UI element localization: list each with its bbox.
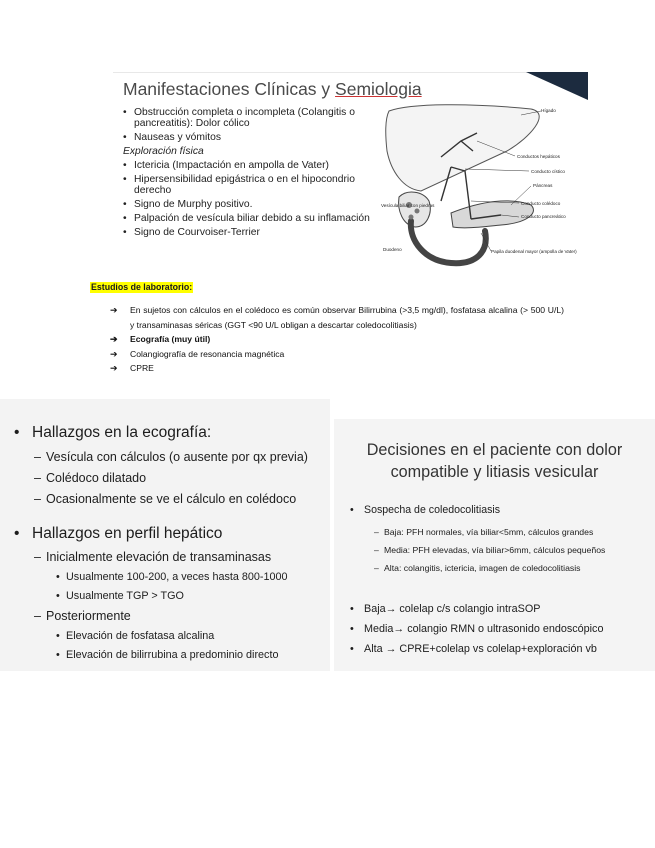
- list-item: • Ictericia (Impactación en ampolla de Vater): [123, 160, 383, 171]
- heading-ecografia: • Hallazgos en la ecografía:: [12, 423, 328, 443]
- liver-shape: [386, 105, 540, 191]
- slide1-title: Manifestaciones Clínicas y Semiologia: [123, 79, 422, 99]
- exam-subheading: Exploración física: [123, 146, 204, 157]
- list-item: • Hipersensibilidad epigástrica o en el hipocondrio derecho: [123, 174, 383, 196]
- list-item: ➔ Colangiografía de resonancia magnética: [108, 347, 564, 362]
- list-item: ➔ Ecografía (muy útil): [108, 332, 564, 347]
- label-vesicula: Vesícula biliar con piedras: [381, 203, 435, 208]
- arrow-icon: ➔: [110, 348, 118, 359]
- arrow-icon: ➔: [110, 305, 118, 315]
- list-item: • Obstrucción completa o incompleta (Colangitis o pancreatitis): Dolor cólico: [123, 107, 383, 129]
- list-item: – Media: PFH elevadas, vía biliar>6mm, cálculos pequeños: [348, 541, 653, 559]
- list-item: • Usualmente 100-200, a veces hasta 800-1000: [12, 568, 328, 587]
- list-item: ➔ En sujetos con cálculos en el colédoco es común observar Bilirrubina (>3,5 mg/dl), fosfatasa alcalina (> 500 U/L) y transaminasas séricas (GGT <90 U/L obligan a descartar coledocolitiasis): [110, 305, 564, 330]
- lab-studies-title: Estudios de laboratorio:: [91, 282, 193, 292]
- list-item: – Posteriormente: [12, 606, 328, 627]
- list-item: ➔ CPRE: [108, 361, 564, 376]
- list-item: – Inicialmente elevación de transaminasas: [12, 547, 328, 568]
- list-item: • Alta → CPRE+colelap vs colelap+exploración vb: [348, 639, 653, 659]
- label-higado: Hígado: [541, 108, 556, 113]
- lab-studies-list: [108, 303, 564, 376]
- list-item: • Elevación de bilirrubina a predominio directo: [12, 646, 328, 665]
- list-item: • Usualmente TGP > TGO: [12, 587, 328, 606]
- slide-corner-decoration: [526, 72, 588, 100]
- label-conducto-pancreatico: Conducto pancreático: [521, 214, 566, 219]
- arrow-icon: ➔: [110, 334, 118, 344]
- biliary-anatomy-figure: [381, 101, 581, 267]
- label-duodeno: Duodeno: [383, 247, 402, 252]
- list-item: • Signo de Courvoiser-Terrier: [123, 227, 383, 238]
- list-item: • Nauseas y vómitos: [123, 132, 383, 143]
- arrow-icon: ➔: [110, 363, 118, 373]
- label-papila: Papila duodenal mayor (ampolla de Vater): [491, 249, 577, 254]
- label-pancreas: Páncreas: [533, 183, 553, 188]
- list-item: – Ocasionalmente se ve el cálculo en colédoco: [12, 489, 328, 510]
- list-item: • Elevación de fosfatasa alcalina: [12, 627, 328, 646]
- slide1-list: [123, 107, 383, 241]
- list-item: • Signo de Murphy positivo.: [123, 199, 383, 210]
- list-item: • Media→ colangio RMN o ultrasonido endoscópico: [348, 619, 653, 639]
- list-item: – Baja: PFH normales, vía biliar<5mm, cálculos grandes: [348, 523, 653, 541]
- label-conducto-cistico: Conducto cístico: [531, 169, 565, 174]
- label-conductos-hepaticos: Conductos hepáticos: [517, 154, 560, 159]
- label-conducto-coledoco: Conducto colédoco: [521, 201, 561, 206]
- list-item: – Alta: colangitis, ictericia, imagen de coledocolitiasis: [348, 559, 653, 577]
- list-item: – Colédoco dilatado: [12, 468, 328, 489]
- slide-decisiones: [334, 419, 655, 671]
- slide-manifestaciones: [113, 72, 586, 269]
- list-item: – Vesícula con cálculos (o ausente por qx previa): [12, 447, 328, 468]
- slide3-title: Decisiones en el paciente con dolor compatible y litiasis vesicular: [366, 441, 623, 481]
- gallbladder-shape: [399, 192, 431, 227]
- decision-list: [348, 599, 653, 659]
- heading-sospecha: • Sospecha de coledocolitiasis: [348, 503, 653, 517]
- list-item: • Palpación de vesícula biliar debido a su inflamación: [123, 213, 383, 224]
- slide-hallazgos: [0, 399, 330, 671]
- heading-perfil-hepatico: • Hallazgos en perfil hepático: [12, 524, 328, 544]
- list-item: • Baja→ colelap c/s colangio intraSOP: [348, 599, 653, 619]
- sospecha-list: [348, 503, 653, 577]
